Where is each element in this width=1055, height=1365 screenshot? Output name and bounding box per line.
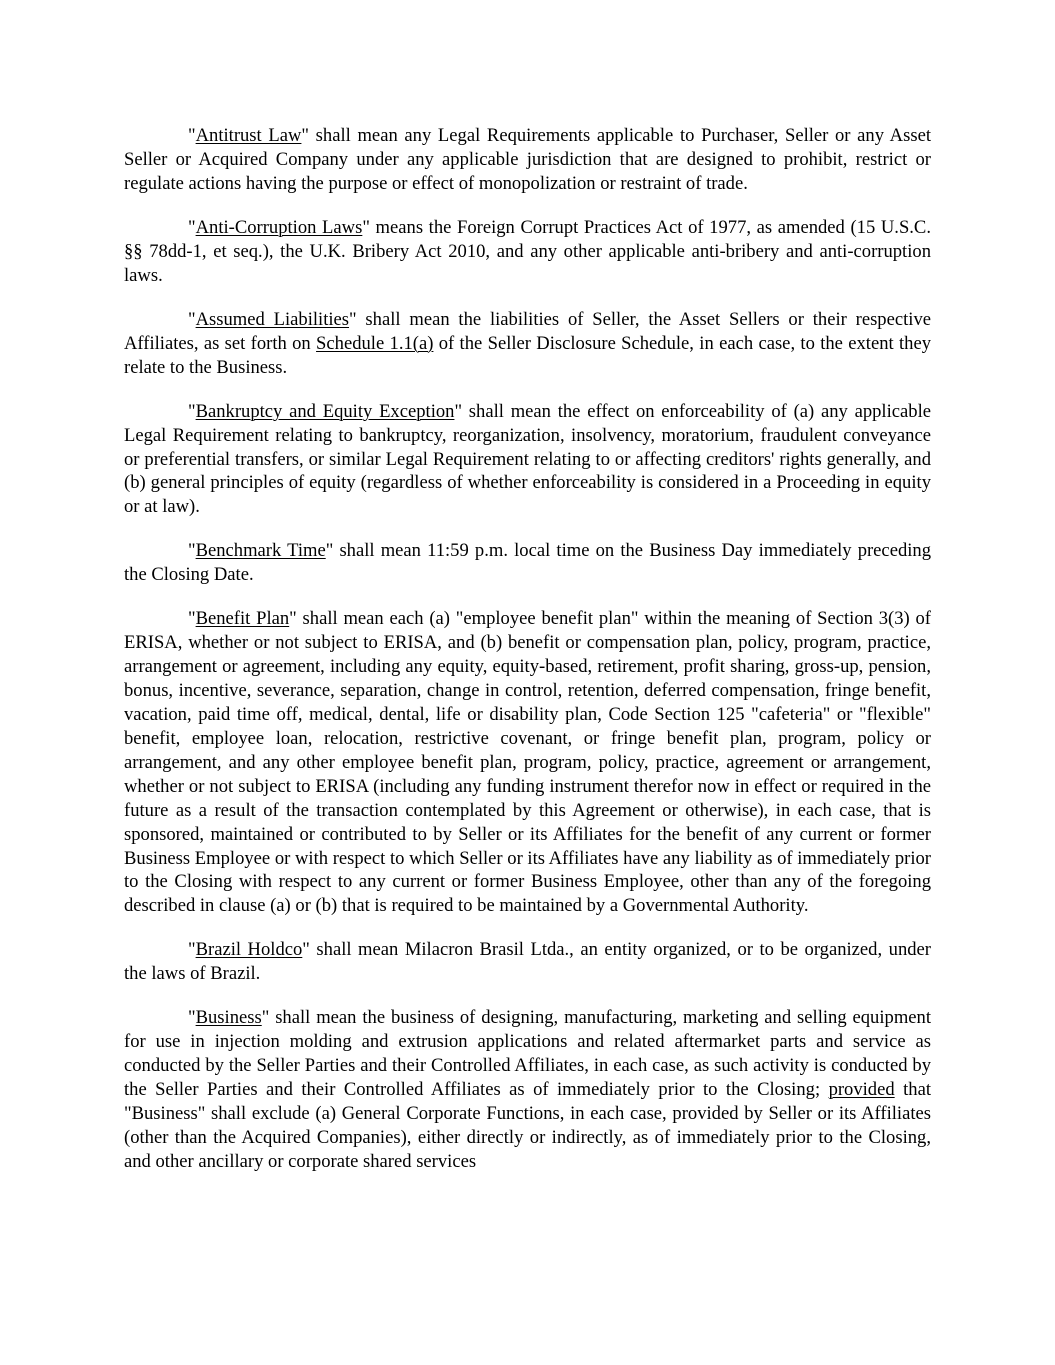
- definition-business: "Business" shall mean the business of designing, manufacturing, marketing and selling equipment for use in injection molding and extrusion applications and related aftermarket parts and service as conducted by the Seller Parties and their Controlled Affiliates, in each case, as such activity is conducted by the Seller Parties and their Controlled Affiliates as of immediately prior to the Closing; provided that "Business" shall exclude (a) General Corporate Functions, in each case, provided by Seller or its Affiliates (other than the Acquired Companies), either directly or indirectly, as of immediately prior to the Closing, and other ancillary or corporate shared services: [124, 1007, 932, 1172]
- definition-anti-corruption-laws: "Anti-Corruption Laws" means the Foreign Corrupt Practices Act of 1977, as amended (15 U.S.C. §§ 78dd-1, et seq.), the U.K. Bribery Act 2010, and any other applicable anti-bribery and anti-corruption laws.: [124, 216, 931, 286]
- definition-text: that "Business" shall exclude (a) General Corporate Functions, in each case, provided by Seller or its Affiliates (other than the Acquired Companies), either directly or indirectly, as of immediately prior to the Closing, and other ancillary or corporate shared services: [124, 1079, 932, 1172]
- defined-term: Business: [195, 1007, 262, 1029]
- defined-term: Brazil Holdco: [195, 939, 303, 961]
- definition-benchmark-time: "Benchmark Time" shall mean 11:59 p.m. local time on the Business Day immediately preceding the Closing Date.: [124, 540, 931, 586]
- definition-text: " shall mean the business of designing, manufacturing, marketing and selling equipment for use in injection molding and extrusion applications and related aftermarket parts and service as conducted by the Seller Parties and their Controlled Affiliates, in each case, as such activity is conducted by the Seller Parties and their Controlled Affiliates as of immediately prior to the Closing;: [124, 1007, 931, 1101]
- document-page: [124, 124, 931, 1194]
- definition-text: " shall mean the liabilities of Seller, the Asset Sellers or their respective Affiliates, as set forth on: [124, 308, 931, 354]
- defined-term: Anti-Corruption Laws: [195, 216, 363, 238]
- definition-text: " shall mean Milacron Brasil Ltda., an entity organized, or to be organized, under the laws of Brazil.: [124, 939, 931, 985]
- definition-bankruptcy-and-equity-exception: "Bankruptcy and Equity Exception" shall mean the effect on enforceability of (a) any applicable Legal Requirement relating to bankruptcy, reorganization, insolvency, moratorium, fraudulent conveyance or preferential transfers, or similar Legal Requirement relating to or affecting creditors' rights generally, and (b) general principles of equity (regardless of whether enforceability is considered in a Proceeding in equity or at law).: [124, 400, 931, 518]
- defined-term: Benefit Plan: [195, 608, 290, 630]
- definition-text: " shall mean each (a) "employee benefit plan" within the meaning of Section 3(3) of ERISA, whether or not subject to ERISA, and (b) benefit or compensation plan, policy, program, practice, arrangement or agreement, including any equity, equity-based, retirement, profit sharing, gross-up, pension, bonus, incentive, severance, separation, change in control, retention, deferred compensation, fringe benefit, vacation, paid time off, medical, dental, life or disability plan, Code Section 125 "cafeteria" or "flexible" benefit, employee loan, relocation, restrictive covenant, or fringe benefit plan, program, policy or arrangement, and any other employee benefit plan, program, policy, practice, agreement or arrangement, whether or not subject to ERISA (including any funding instrument therefor now in effect or required in the future as a result of the transaction contemplated by this Agreement or otherwise), in each case, that is sponsored, maintained or contributed to by Seller or its Affiliates for the benefit of any current or former Business Employee or with respect to which Seller or its Affiliates have any liability as of immediately prior to the Closing with respect to any current or former Business Employee, other than any of the foregoing described in clause (a) or (b) that is required to be maintained by a Governmental Authority.: [124, 608, 931, 917]
- definition-brazil-holdco: "Brazil Holdco" shall mean Milacron Brasil Ltda., an entity organized, or to be organized, under the laws of Brazil.: [124, 939, 931, 985]
- defined-term: Assumed Liabilities: [195, 308, 350, 330]
- definition-assumed-liabilities: "Assumed Liabilities" shall mean the liabilities of Seller, the Asset Sellers or their respective Affiliates, as set forth on Schedule 1.1(a) of the Seller Disclosure Schedule, in each case, to the extent they relate to the Business.: [124, 308, 932, 378]
- defined-term: Antitrust Law: [195, 125, 302, 146]
- definition-benefit-plan: "Benefit Plan" shall mean each (a) "employee benefit plan" within the meaning of Section 3(3) of ERISA, whether or not subject to ERISA, and (b) benefit or compensation plan, policy, program, practice, arrangement or agreement, including any equity, equity-based, retirement, profit sharing, gross-up, pension, bonus, incentive, severance, separation, change in control, retention, deferred compensation, fringe benefit, vacation, paid time off, medical, dental, life or disability plan, Code Section 125 "cafeteria" or "flexible" benefit, employee loan, relocation, restrictive covenant, or fringe benefit plan, program, policy or arrangement, and any other employee benefit plan, program, policy, practice, agreement or arrangement, whether or not subject to ERISA (including any funding instrument therefor now in effect or required in the future as a result of the transaction contemplated by this Agreement or otherwise), in each case, that is sponsored, maintained or contributed to by Seller or its Affiliates for the benefit of any current or former Business Employee or with respect to which Seller or its Affiliates have any liability as of immediately prior to the Closing with respect to any current or former Business Employee, other than any of the foregoing described in clause (a) or (b) that is required to be maintained by a Governmental Authority.: [124, 608, 931, 917]
- definition-text: of the Seller Disclosure Schedule, in each case, to the extent they relate to the Business.: [124, 332, 932, 378]
- definition-text: " means the Foreign Corrupt Practices Act of 1977, as amended (15 U.S.C. §§ 78dd-1, et seq.), the U.K. Bribery Act 2010, and any other applicable anti-bribery and anti-corruption laws.: [124, 216, 931, 286]
- definition-antitrust-law: "Antitrust Law" shall mean any Legal Requirements applicable to Purchaser, Seller or any Asset Seller or Acquired Company under any applicable jurisdiction that are designed to prohibit, restrict or regulate actions having the purpose or effect of monopolization or restraint of trade.: [124, 125, 931, 194]
- provided-emphasis: provided: [828, 1079, 895, 1101]
- definition-text: " shall mean 11:59 p.m. local time on the Business Day immediately preceding the Closing Date.: [124, 540, 931, 586]
- defined-term: Bankruptcy and Equity Exception: [195, 400, 455, 422]
- definition-text: " shall mean any Legal Requirements applicable to Purchaser, Seller or any Asset Seller or Acquired Company under any applicable jurisdiction that are designed to prohibit, restrict or regulate actions having the purpose or effect of monopolization or restraint of trade.: [124, 125, 931, 194]
- definition-text: " shall mean the effect on enforceability of (a) any applicable Legal Requirement relating to bankruptcy, reorganization, insolvency, moratorium, fraudulent conveyance or preferential transfers, or similar Legal Requirement relating to or affecting creditors' rights generally, and (b) general principles of equity (regardless of whether enforceability is considered in a Proceeding in equity or at law).: [124, 400, 931, 518]
- defined-term: Benchmark Time: [195, 540, 326, 562]
- schedule-reference: Schedule 1.1(a): [316, 332, 434, 354]
